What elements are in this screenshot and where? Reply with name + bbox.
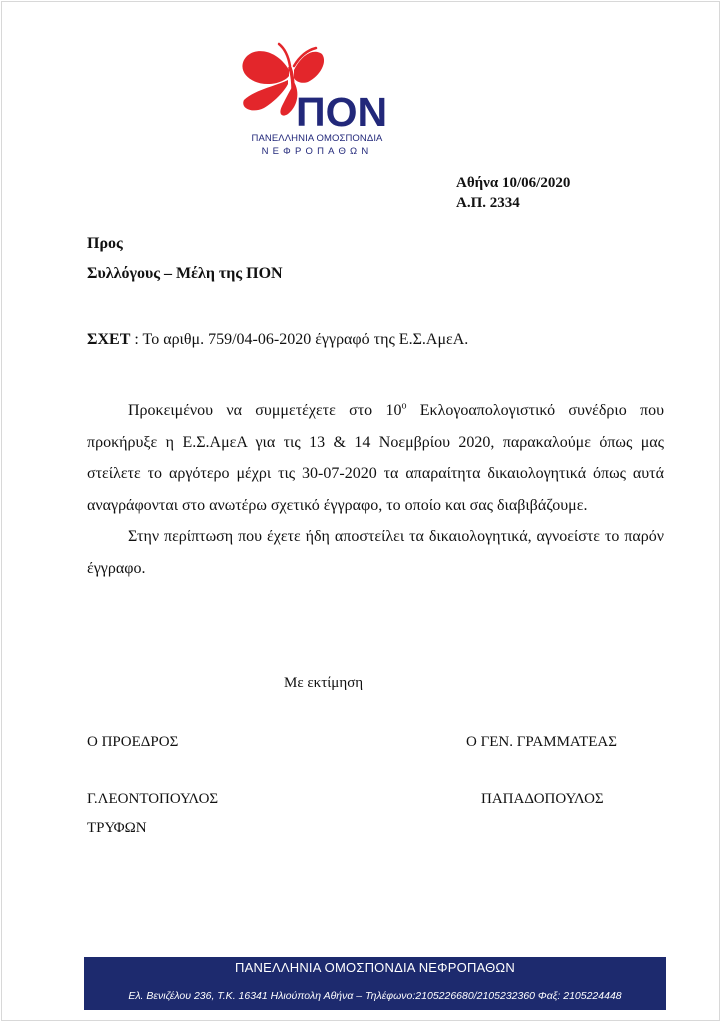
body-paragraph-1-rest: Εκλογοαπολογιστικό συνέδριο που προκήρυξε η Ε.Σ.ΑμεΑ για τις 13 & 14 Νοεμβρίου 2020, παρακαλούμε όπως μας στείλετε το αργότερο μέχρι τις 30-07-2020 τα απαραίτητα δικαιολογητικά όπως αυτά αναγράφονται στο ανωτέρω σχετικό έγγραφο, το οποίο και σας διαβιβάζουμε. — [87, 402, 665, 514]
footer-organization: ΠΑΝΕΛΛΗΝΙΑ ΟΜΟΣΠΟΝΔΙΑ ΝΕΦΡΟΠΑΘΩΝ — [235, 960, 515, 975]
recipient-label: Προς — [87, 235, 123, 252]
recipient-name: Συλλόγους – Μέλη της ΠΟΝ — [87, 265, 283, 282]
president-title: Ο ΠΡΟΕΔΡΟΣ — [87, 734, 179, 750]
closing-salutation: Με εκτίμηση — [284, 675, 364, 691]
recipient-block — [87, 229, 283, 289]
president-name — [87, 785, 218, 843]
secretary-name: ΠΑΠΑΔΟΠΟΥΛΟΣ — [481, 791, 604, 807]
logo-text: ΠΟΝ — [296, 89, 388, 130]
president-name-line1: Γ.ΛΕΟΝΤΟΠΟΥΛΟΣ — [87, 791, 219, 807]
body-paragraph-1-start: Προκειμένου να συμμετέχετε στο 10 — [128, 402, 402, 419]
subject-label: ΣΧΕΤ — [87, 331, 131, 348]
logo-subtitle-line2: ΝΕΦΡΟΠΑΘΩΝ — [261, 146, 373, 157]
organization-logo — [232, 40, 402, 155]
butterfly-icon — [232, 40, 402, 130]
footer-address: Ελ. Βενιζέλου 236, Τ.Κ. 16341 Ηλιούπολη Αθήνα – Τηλέφωνο:2105226680/2105232360 Φαξ: 2105224448 — [128, 990, 622, 1002]
ordinal-superscript: ο — [401, 400, 407, 412]
footer-banner — [84, 957, 666, 1010]
president-name-line2: ΤΡΥΦΩΝ — [87, 820, 147, 836]
secretary-title: Ο ΓΕΝ. ΓΡΑΜΜΑΤΕΑΣ — [466, 734, 617, 750]
date-line: Αθήνα 10/06/2020 — [456, 175, 571, 191]
subject-line — [87, 329, 468, 351]
reference-block — [456, 173, 570, 213]
letter-body — [87, 395, 664, 584]
logo-subtitle-line1: ΠΑΝΕΛΛΗΝΙΑ ΟΜΟΣΠΟΝΔΙΑ — [251, 133, 383, 144]
protocol-number: Α.Π. 2334 — [456, 195, 520, 211]
subject-text: : Το αριθμ. 759/04-06-2020 έγγραφό της Ε.Σ.ΑμεΑ. — [130, 331, 469, 348]
body-paragraph-2: Στην περίπτωση που έχετε ήδη αποστείλει τα δικαιολογητικά, αγνοείστε το παρόν έγγραφο. — [87, 528, 664, 577]
body-paragraph-1 — [87, 395, 664, 521]
